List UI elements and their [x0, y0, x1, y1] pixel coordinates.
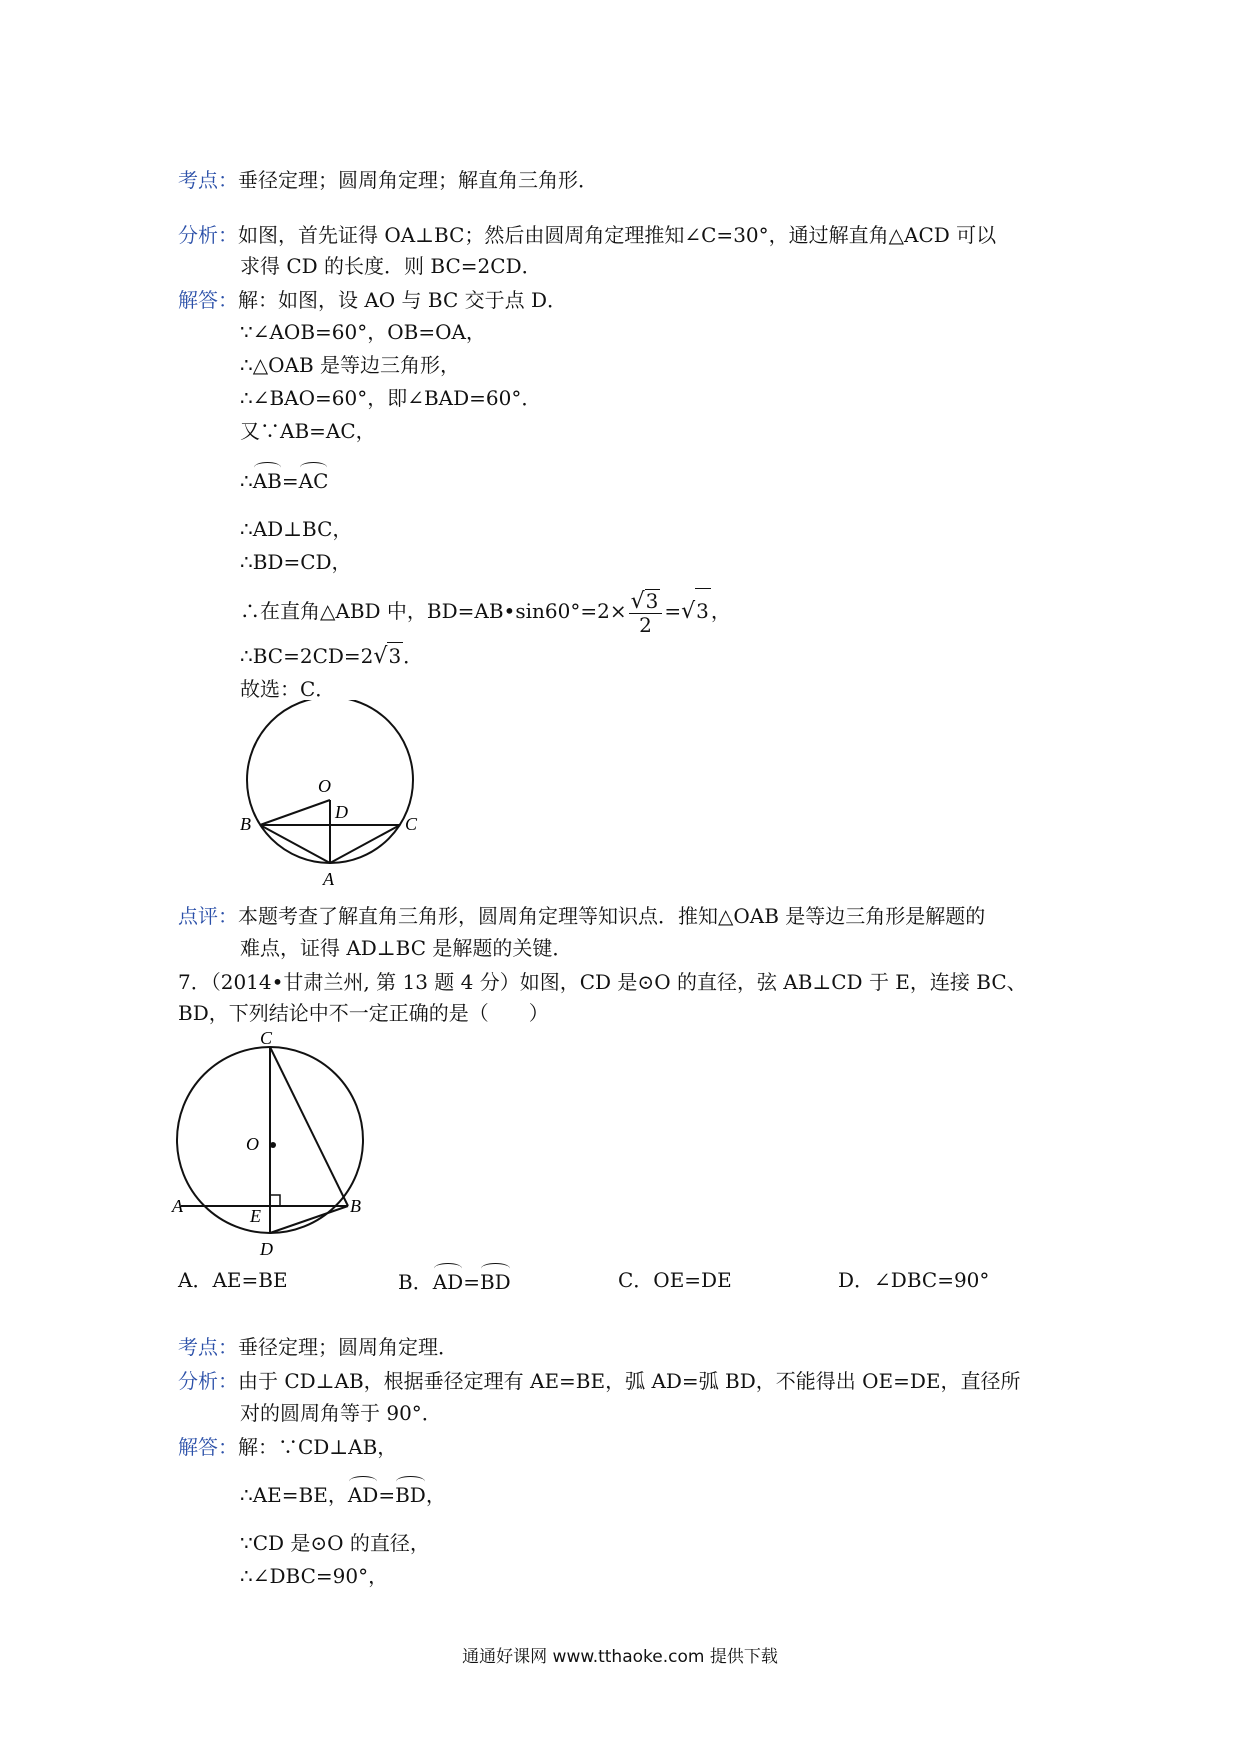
page-footer: 通通好课网 www.tthaoke.com 提供下载 [462, 1647, 778, 1667]
step-8-radicand: 3 [695, 588, 711, 633]
fenxi-line2: 求得 CD 的长度．则 BC=2CD． [240, 254, 542, 278]
q7-step-2: ∵CD 是⊙O 的直径， [240, 1531, 430, 1555]
segment-ca [330, 825, 400, 863]
figure-q7-svg [170, 1030, 390, 1260]
jieda-tag: 解答： [178, 288, 238, 312]
step-9-pre: ∴BC=2CD=2 [240, 644, 374, 668]
label-d: D [335, 802, 348, 822]
label-o: O [318, 776, 331, 796]
label-d: D [260, 1239, 273, 1259]
step-9: ∴BC=2CD=2√3 ． [240, 644, 424, 669]
step-3: ∴∠BAO=60°，即∠BAD=60°． [240, 386, 542, 410]
center-dot [270, 1142, 276, 1148]
jieda-row [178, 287, 567, 313]
q7-step-1-end: ， [425, 1483, 446, 1507]
fraction-denominator: 2 [639, 613, 652, 637]
step-7: ∴BD=CD， [240, 550, 352, 574]
right-angle-mark [270, 1195, 280, 1206]
arc-ab: AB [253, 462, 282, 494]
dianping-tag: 点评： [178, 904, 238, 928]
fraction-root3-over-2: $\frac{√3}{2}$ [629, 589, 663, 636]
label-b: B [240, 814, 251, 834]
choice-line: 故选：C． [240, 677, 336, 701]
label-c: C [405, 814, 418, 834]
dianping-line1: 本题考查了解直角三角形，圆周角定理等知识点．推知△OAB 是等边三角形是解题的 [238, 904, 986, 928]
fenxi-row [178, 222, 996, 248]
q7-stem-line1: 7．（2014•甘肃兰州, 第 13 题 4 分）如图，CD 是⊙O 的直径，弦 AB⊥CD 于 E，连接 BC、 [178, 970, 1027, 994]
option-c: C．OE=DE [618, 1268, 732, 1292]
step-5-pre: ∴ [240, 469, 253, 493]
jieda-line1: 解：如图，设 AO 与 BC 交于点 D． [238, 288, 568, 312]
q7-kaodian-row [178, 1334, 458, 1360]
step-5 [240, 462, 328, 494]
segment-db [270, 1206, 348, 1233]
figure-q7 [170, 1030, 390, 1260]
step-6: ∴AD⊥BC， [240, 517, 353, 541]
step-8: ∴在直角△ABD 中，BD=AB•sin60°=2× $\frac{√3}{2}$ =√3 ， [240, 589, 731, 637]
q7-step-1-pre: ∴AE=BE， [240, 1483, 348, 1507]
segment-ba [260, 825, 330, 863]
segment-bo [260, 800, 330, 825]
label-a: A [172, 1196, 183, 1216]
q7-stem-line2: BD，下列结论中不一定正确的是（ ） [178, 1001, 549, 1025]
arc-bd: BD [480, 1263, 511, 1295]
step-9-radicand: 3 [388, 644, 402, 668]
arc-ac: AC [299, 462, 329, 494]
kaodian-text: 垂径定理；圆周角定理；解直角三角形． [238, 168, 598, 192]
segment-cb [270, 1047, 348, 1206]
label-a: A [323, 869, 334, 889]
arc-ad: AD [433, 1263, 463, 1295]
dianping-row [178, 903, 985, 929]
q7-jieda-tag: 解答： [178, 1435, 238, 1459]
q7-jieda-line1: 解：∵CD⊥AB， [238, 1435, 398, 1459]
figure-q6-svg [235, 700, 435, 900]
label-c: C [260, 1030, 273, 1048]
option-b [398, 1263, 511, 1295]
arc-ad-2: AD [348, 1476, 378, 1508]
q7-fenxi-tag: 分析： [178, 1369, 238, 1393]
q7-fenxi-line2: 对的圆周角等于 90°． [240, 1401, 442, 1425]
kaodian-row [178, 167, 598, 193]
label-e: E [250, 1206, 261, 1226]
arc-bd-2: BD [395, 1476, 426, 1508]
step-9-end: ． [403, 644, 424, 668]
q7-fenxi-line1: 由于 CD⊥AB，根据垂径定理有 AE=BE，弧 AD=弧 BD，不能得出 OE=DE，直径所 [238, 1369, 1021, 1393]
fenxi-line1: 如图，首先证得 OA⊥BC；然后由圆周角定理推知∠C=30°，通过解直角△ACD 可以 [238, 223, 997, 247]
dianping-line2: 难点，证得 AD⊥BC 是解题的关键． [240, 936, 573, 960]
step-5-eq: = [281, 469, 299, 493]
step-4: 又∵AB=AC， [240, 419, 376, 443]
q7-kaodian-tag: 考点： [178, 1335, 238, 1359]
q7-step-1 [240, 1476, 446, 1508]
label-b: B [350, 1196, 361, 1216]
option-d: D．∠DBC=90° [838, 1268, 990, 1292]
q7-step-1-eq: = [378, 1483, 396, 1507]
figure-q6 [235, 700, 435, 900]
step-8-end: ， [710, 599, 731, 623]
step-8-eq: = [664, 599, 682, 623]
label-o: O [246, 1134, 259, 1154]
fraction-numerator: 3 [645, 589, 659, 613]
step-1: ∵∠AOB=60°，OB=OA， [240, 320, 486, 344]
kaodian-tag: 考点： [178, 168, 238, 192]
step-8-pre: ∴在直角△ABD 中，BD=AB•sin60°=2× [240, 599, 627, 623]
option-a: A．AE=BE [178, 1268, 288, 1292]
q7-kaodian-text: 垂径定理；圆周角定理． [238, 1335, 458, 1359]
q7-jieda-row [178, 1434, 397, 1460]
q7-fenxi-row [178, 1368, 1021, 1394]
option-b-eq: = [463, 1270, 480, 1294]
step-2: ∴△OAB 是等边三角形， [240, 353, 460, 377]
q7-step-3: ∴∠DBC=90°， [240, 1564, 389, 1588]
fenxi-tag: 分析： [178, 223, 238, 247]
option-b-pre: B． [398, 1270, 433, 1294]
